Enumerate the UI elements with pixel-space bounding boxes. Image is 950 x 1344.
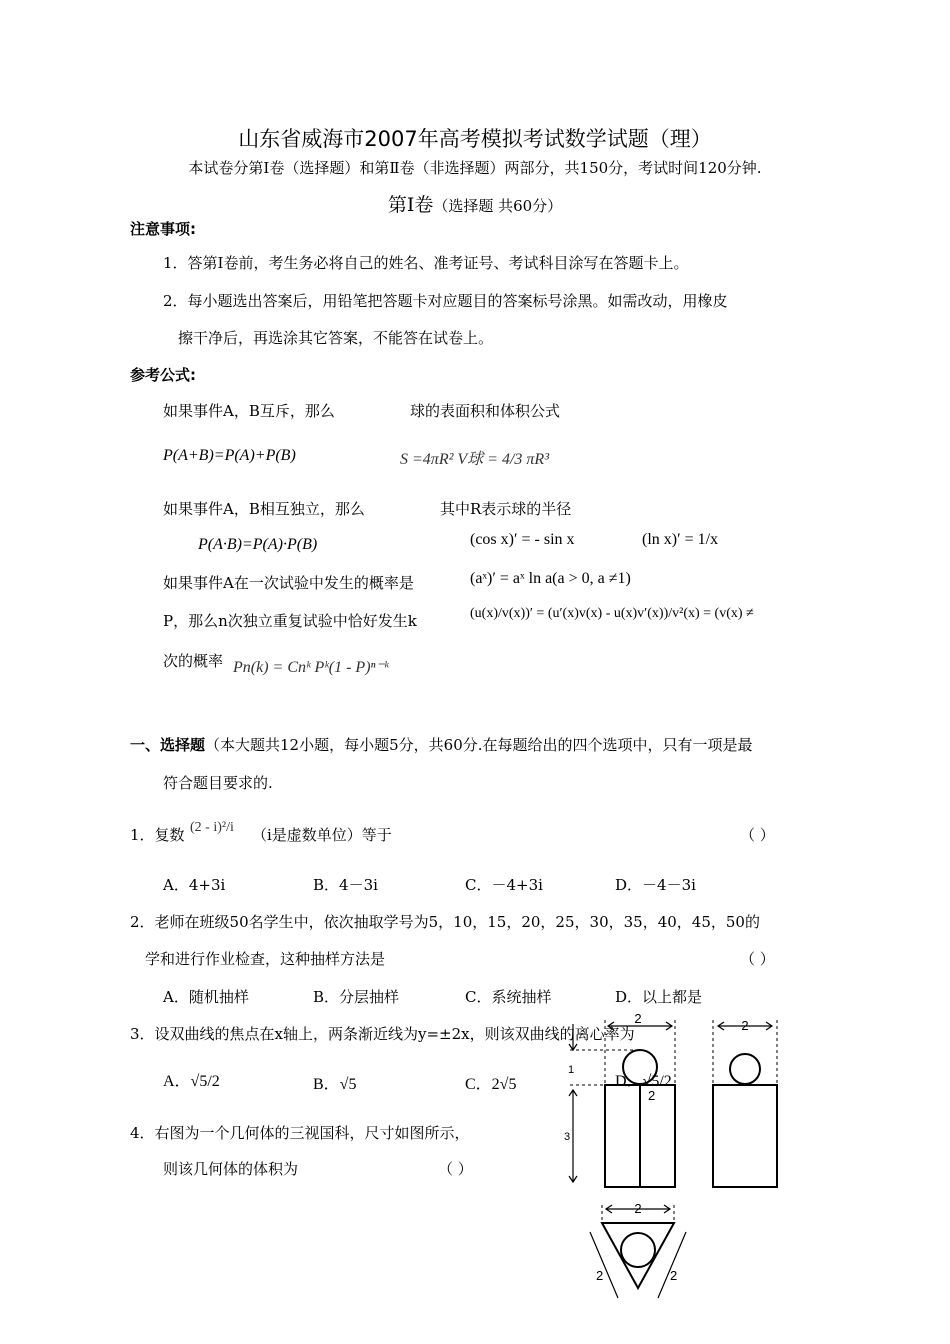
formula-sphere: S =4πR² V球 = 4/3 πR³ xyxy=(400,451,549,468)
notice-item-3: 擦干净后，再选涂其它答案，不能答在试卷上。 xyxy=(178,329,494,347)
q2-option-d: D．以上都是 xyxy=(615,988,703,1006)
volume-heading xyxy=(0,190,950,217)
formula-heading: 参考公式: xyxy=(130,366,196,384)
section1-desc: （本大题共12小题，每小题5分，共60分.在每题给出的四个选项中，只有一项是最 xyxy=(205,736,753,754)
formula-deriv-ln: (ln x)′ = 1/x xyxy=(642,531,719,548)
formula-deriv-quotient: (u(x)/v(x))′ = (u′(x)v(x) - u(x)v′(x))/v²(x) = (v(x) ≠ xyxy=(470,606,754,621)
formula-left-3: 如果事件A，B相互独立，那么 xyxy=(163,500,365,518)
side-view-body xyxy=(713,1085,777,1187)
notice-item-2: 2．每小题选出答案后，用铅笔把答题卡对应题目的答案标号涂黑。如需改动，用橡皮 xyxy=(163,292,728,310)
formula-left-2: P(A+B)=P(A)+P(B) xyxy=(163,447,296,464)
q4-stem: 4．右图为一个几何体的三视国科，尺寸如图所示， xyxy=(130,1124,470,1142)
q1-expression: (2 - i)²/i xyxy=(190,820,234,835)
front-view-label: 2 xyxy=(648,1088,656,1103)
body-height-label: 3 xyxy=(564,1131,571,1143)
formula-binomial: Pn(k) = Cnᵏ Pᵏ(1 - P)ⁿ⁻ᵏ xyxy=(233,659,389,676)
top-view-left-label: 2 xyxy=(596,1268,604,1283)
q1-paren: （ ） xyxy=(740,826,775,844)
q2-stem-2: 学和进行作业检查，这种抽样方法是 xyxy=(145,950,386,968)
q2-option-b: B．分层抽样 xyxy=(313,988,400,1006)
formula-left-4: P(A·B)=P(A)·P(B) xyxy=(198,536,318,553)
q2-option-c: C．系统抽样 xyxy=(465,988,552,1006)
notice-heading: 注意事项: xyxy=(130,220,196,238)
front-view-sphere xyxy=(623,1050,657,1084)
q1-option-a: A．4+3i xyxy=(163,876,226,894)
top-view-right-label: 2 xyxy=(670,1268,678,1283)
q3-option-b: B．√5 xyxy=(313,1076,357,1093)
section1-heading: 一、选择题 xyxy=(130,736,206,754)
formula-left-5: 如果事件A在一次试验中发生的概率是 xyxy=(163,574,414,592)
q3-stem: 3．设双曲线的焦点在x轴上，两条渐近线为y=±2x，则该双曲线的离心率为 xyxy=(130,1025,635,1043)
formula-right-2: 其中R表示球的半径 xyxy=(440,500,572,518)
formula-deriv-cos: (cos x)′ = - sin x xyxy=(470,531,575,548)
formula-left-7: 次的概率 xyxy=(163,652,224,670)
volume-note: （选择题 共60分） xyxy=(433,197,563,215)
q2-stem: 2．老师在班级50名学生中，依次抽取学号为5，10，15，20，25，30，35，40，45，50的 xyxy=(130,913,760,931)
q3-option-a: A．√5/2 xyxy=(163,1073,220,1090)
section1-line xyxy=(130,734,753,755)
q2-option-a: A．随机抽样 xyxy=(163,988,249,1006)
side-view-sphere xyxy=(730,1054,760,1084)
volume-main: 第Ⅰ卷 xyxy=(387,194,434,216)
side-view-width-label: 2 xyxy=(741,1018,749,1033)
section1-desc2: 符合题目要求的. xyxy=(163,774,273,792)
q4-paren: （ ） xyxy=(438,1160,473,1178)
exam-title: 山东省威海市2007年高考模拟考试数学试题（理） xyxy=(238,127,712,151)
top-view-circle xyxy=(621,1233,655,1267)
formula-right-1: 球的表面积和体积公式 xyxy=(410,402,561,420)
q3-option-d: D．√5/2 xyxy=(615,1073,672,1090)
q3-option-c: C．2√5 xyxy=(465,1076,517,1093)
notice-item-1: 1．答第Ⅰ卷前，考生务必将自己的姓名、准考证号、考试科目涂写在答题卡上。 xyxy=(163,254,689,272)
formula-left-1: 如果事件A，B互斥，那么 xyxy=(163,402,335,420)
top-view-width-label: 2 xyxy=(634,1201,642,1216)
q2-paren: （ ） xyxy=(740,950,775,968)
q1-stem: 1．复数 xyxy=(130,826,185,844)
sphere-height-label: 1 xyxy=(568,1064,575,1076)
q1-option-c: C．－4+3i xyxy=(465,876,543,894)
exam-subtitle: 本试卷分第Ⅰ卷（选择题）和第Ⅱ卷（非选择题）两部分，共150分，考试时间120分钟. xyxy=(188,159,762,177)
q1-stem-2: （i是虚数单位）等于 xyxy=(252,826,392,844)
three-view-figure xyxy=(560,1010,820,1310)
q1-option-b: B．4－3i xyxy=(313,876,378,894)
q4-stem-2: 则该几何体的体积为 xyxy=(163,1160,299,1178)
formula-left-6: P，那么n次独立重复试验中恰好发生k xyxy=(163,612,417,630)
q1-option-d: D．－4－3i xyxy=(615,876,696,894)
front-view-width-label: 2 xyxy=(634,1011,642,1026)
formula-deriv-exp: (aˣ)′ = aˣ ln a(a > 0, a ≠1) xyxy=(470,570,631,587)
